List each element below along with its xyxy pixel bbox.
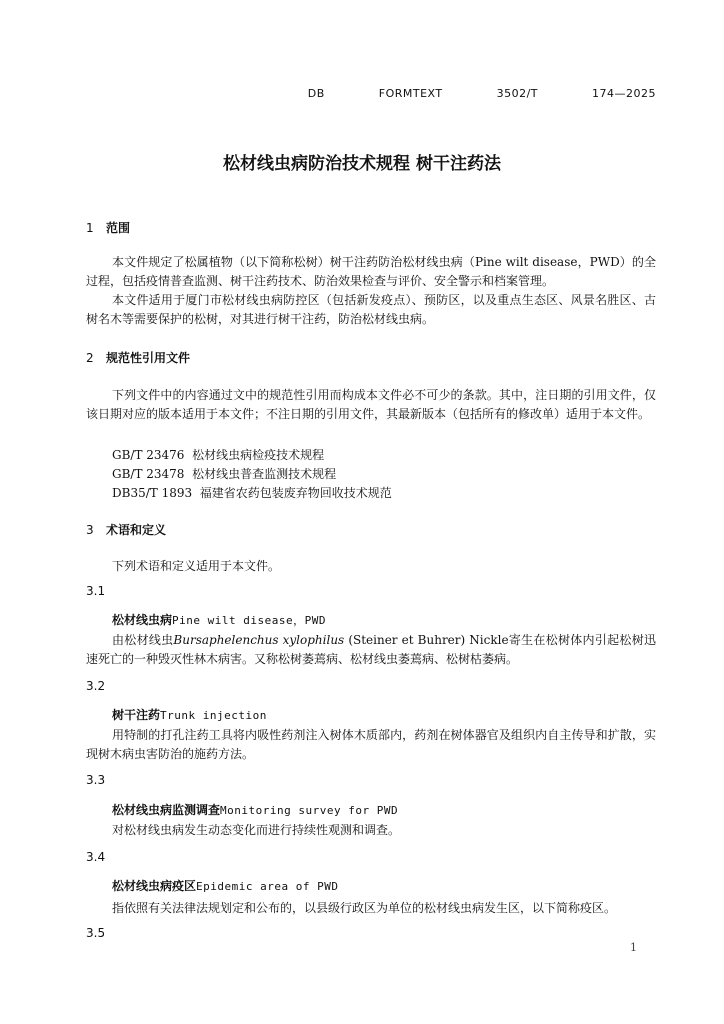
term-definition: 用特制的打孔注药工具将内吸性药剂注入树体木质部内，药剂在树体器官及组织内自主传导和扩散，实现树木病虫害防治的施药方法。 — [86, 728, 656, 761]
term-title — [112, 706, 267, 723]
term-chinese: 松材线虫病疫区 — [112, 879, 197, 893]
references-paragraph: 下列文件中的内容通过文中的规范性引用而构成本文件必不可少的条款。其中，注日期的引用文件，仅该日期对应的版本适用于本文件；不注日期的引用文件，其最新版本（包括所有的修改单）适用于本文件。 — [86, 388, 656, 421]
section-number: 2 — [86, 351, 94, 365]
term-english: Trunk injection — [160, 709, 267, 722]
term-chinese: 树干注药 — [112, 708, 161, 722]
term-title — [112, 611, 326, 628]
section-title: 范围 — [106, 221, 131, 235]
standard-code: DB FORMTEXT 3502/T 174—2025 — [307, 87, 656, 100]
reference-item: GB/T 23478 松材线虫普查监测技术规程 — [112, 467, 337, 481]
section-3-heading — [86, 521, 166, 538]
document-title: 松材线虫病防治技术规程 树干注药法 — [223, 154, 501, 174]
term-chinese: 松材线虫病监测调查 — [112, 803, 221, 817]
definition-text: 由松材线虫 — [112, 633, 174, 647]
scope-paragraph-2: 本文件适用于厦门市松材线虫病防控区（包括新发疫点）、预防区，以及重点生态区、风景名胜区、古树名木等需要保护的松树，对其进行树干注药，防治松材线虫病。 — [86, 293, 656, 326]
scope-paragraph-1: 本文件规定了松属植物（以下简称松树）树干注药防治松材线虫病（Pine wilt disease，PWD）的全过程，包括疫情普查监测、树干注药技术、防治效果检查与评价、安全警示和档案管理。 — [86, 255, 656, 288]
clause-number: 3.4 — [86, 850, 106, 864]
reference-item: DB35/T 1893 福建省农药包装废弃物回收技术规范 — [112, 486, 392, 500]
term-title — [112, 877, 338, 894]
page-number: 1 — [630, 941, 637, 954]
section-1-heading — [86, 219, 130, 236]
term-definition: 对松材线虫病发生动态变化而进行持续性观测和调查。 — [112, 823, 401, 837]
section-number: 1 — [86, 221, 94, 235]
term-english: Monitoring survey for PWD — [220, 804, 399, 817]
section-title: 术语和定义 — [106, 523, 167, 537]
term-title — [112, 801, 398, 818]
term-english: Epidemic area of PWD — [196, 880, 339, 893]
term-chinese: 松材线虫病 — [112, 613, 173, 627]
clause-number: 3.5 — [86, 926, 106, 940]
clause-number: 3.3 — [86, 773, 106, 787]
term-definition: 指依照有关法律法规划定和公布的，以县级行政区为单位的松材线虫病发生区，以下简称疫区。 — [112, 901, 617, 915]
section-2-heading — [86, 349, 190, 366]
definition-text: (Steiner et Buhrer) Nickle寄生在松树体内引起松树迅速死亡的一种毁灭性林木病害。又称松树萎蔫病、松材线虫萎蔫病、松树枯萎病。 — [86, 633, 656, 666]
species-name: Bursaphelenchus xylophilus — [173, 633, 345, 647]
terms-intro: 下列术语和定义适用于本文件。 — [112, 559, 281, 573]
clause-number: 3.2 — [86, 679, 106, 693]
clause-number: 3.1 — [86, 584, 106, 598]
section-title: 规范性引用文件 — [106, 351, 191, 365]
reference-item: GB/T 23476 松材线虫病检疫技术规程 — [112, 448, 325, 462]
section-number: 3 — [86, 523, 94, 537]
term-english: Pine wilt disease，PWD — [172, 614, 326, 627]
term-definition — [86, 631, 656, 669]
